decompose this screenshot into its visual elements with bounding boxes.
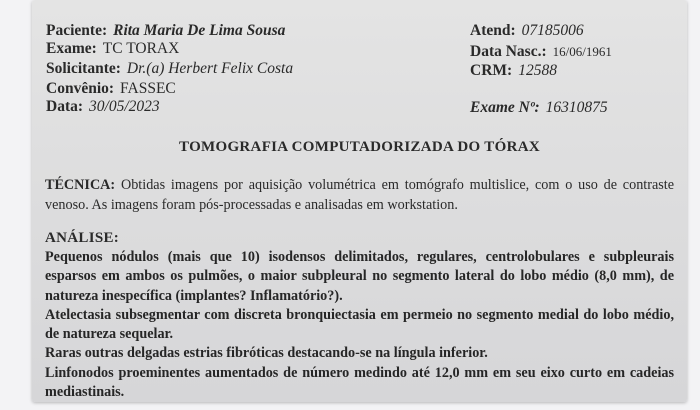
exam-number-row [470,99,608,117]
exam-row [46,40,179,58]
analysis-section [45,248,674,402]
crm-row [470,62,557,80]
technique-section [45,176,674,215]
patient-label: Paciente: [46,22,108,39]
birthdate-label: Data Nasc.: [470,43,547,60]
analysis-heading: ANÁLISE: [45,230,120,246]
birthdate-row [470,43,612,61]
exam-number-value: 16310875 [545,99,608,116]
technique-label: TÉCNICA: [45,177,116,193]
patient-row [46,22,285,40]
analysis-paragraph: Atelectasia subsegmentar com discreta bronquiectasia em permeio no segmento medial do lobo médio, de natureza sequelar. [45,306,674,343]
requester-value: Dr.(a) Herbert Felix Costa [126,60,294,77]
birthdate-value: 16/06/1961 [552,44,612,59]
analysis-paragraph: Raras outras delgadas estrias fibróticas destacando-se na língula inferior. [45,345,488,362]
crm-value: 12588 [518,62,557,79]
analysis-paragraph: Pequenos nódulos (mais que 10) isodensos delimitados, regulares, centrolobulares e subpleurais esparsos em ambos os pulmões, o maior subpleural no segmento lateral do lobo médio (8,0 mm), de natureza inespecífica (implantes? Inflamatório?). [45,249,674,304]
requester-label: Solicitante: [46,60,121,77]
technique-text: Obtidas imagens por aquisição volumétrica em tomógrafo multislice, com o uso de contraste venoso. As imagens foram pós-processadas e analisadas em workstation. [45,177,675,213]
exam-number-label: Exame Nº: [470,99,540,116]
requester-row [46,60,293,78]
attendance-row [470,22,584,40]
date-value: 30/05/2023 [89,98,160,115]
exam-label: Exame: [46,40,97,57]
report-title: TOMOGRAFIA COMPUTADORIZADA DO TÓRAX [179,139,540,155]
analysis-paragraph: Linfonodos proeminentes aumentados de número medindo até 12,0 mm em seu eixo curto em cadeias mediastinais. [45,364,674,401]
attendance-label: Atend: [470,22,516,39]
date-label: Data: [46,98,84,115]
report-sheet [32,0,687,402]
insurance-value: FASSEC [120,80,176,97]
attendance-value: 07185006 [521,22,584,39]
insurance-row [46,80,176,98]
exam-value: TC TORAX [102,40,180,57]
crm-label: CRM: [470,62,513,79]
patient-name: Rita Maria De Lima Sousa [113,22,286,39]
date-row [46,98,160,116]
insurance-label: Convênio: [46,80,115,97]
